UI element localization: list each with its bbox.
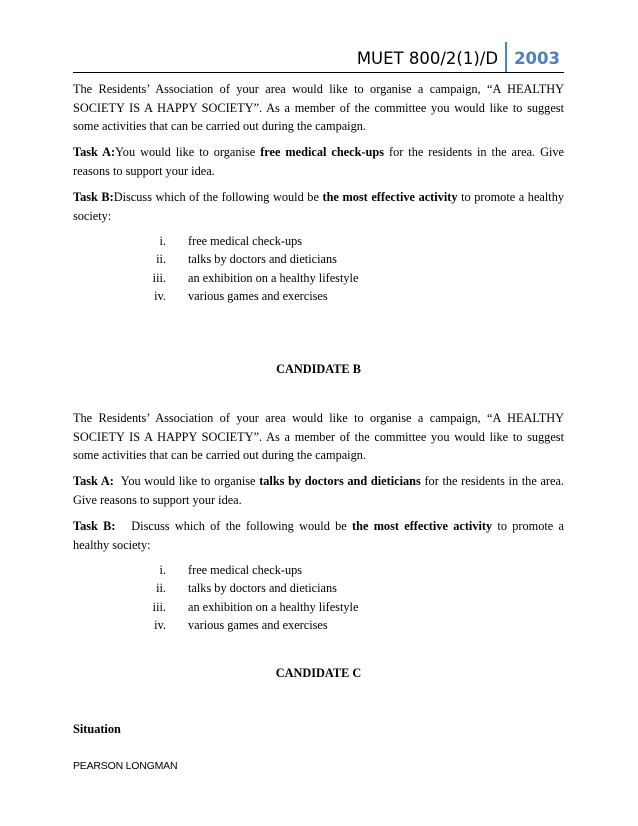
situation-heading: Situation <box>73 722 121 736</box>
list-item: iii. an exhibition on a healthy lifestyle <box>152 270 359 285</box>
exam-year: 2003 <box>514 49 560 68</box>
candidate-b-heading: CANDIDATE B <box>276 362 361 376</box>
page-header <box>357 40 560 72</box>
header-rule <box>73 72 564 73</box>
list-item: i. free medical check-ups <box>159 234 303 248</box>
task-b-label: Task B: <box>73 519 116 533</box>
exam-code: MUET 800/2(1)/D <box>356 49 499 68</box>
situation-paragraph: The Residents’ Association of your area would like to organise a campaign, “A HEALTHY SOCIETY IS A HAPPY SOCIETY”. As a member of the committee you would like to suggest some activities that can be carried out during the campaign. <box>73 411 564 462</box>
task-a-paragraph: Task A: You would like to organise talks by doctors and dieticians for the residents in the area. Give reasons to support your idea. <box>73 474 565 507</box>
candidate-c-heading: CANDIDATE C <box>275 666 362 680</box>
task-a-paragraph: Task A:You would like to organise free medical check-ups for the residents in the area. Give reasons to support your idea. <box>73 145 564 178</box>
publisher-footer: PEARSON LONGMAN <box>73 760 178 772</box>
options-list <box>120 561 358 634</box>
list-item: i. free medical check-ups <box>159 563 303 577</box>
task-b-paragraph: Task B:Discuss which of the following would be the most effective activity to promote a healthy society: <box>73 190 564 223</box>
task-b-paragraph: Task B: Discuss which of the following would be the most effective activity to promote a healthy society: <box>73 519 564 552</box>
list-item: ii. talks by doctors and dieticians <box>156 252 337 267</box>
task-a-label: Task A: <box>73 474 114 488</box>
list-item: iv. various games and exercises <box>154 288 328 303</box>
situation-paragraph: The Residents’ Association of your area would like to organise a campaign, “A HEALTHY SOCIETY IS A HAPPY SOCIETY”. As a member of the committee you would like to suggest some activities that can be carried out during the campaign. <box>73 82 564 133</box>
task-b-label: Task B: <box>73 190 114 204</box>
list-item: iv. various games and exercises <box>154 617 328 632</box>
list-item: iii. an exhibition on a healthy lifestyle <box>152 599 359 614</box>
list-item: ii. talks by doctors and dieticians <box>156 581 337 596</box>
options-list <box>120 232 358 305</box>
task-a-label: Task A: <box>73 145 116 159</box>
